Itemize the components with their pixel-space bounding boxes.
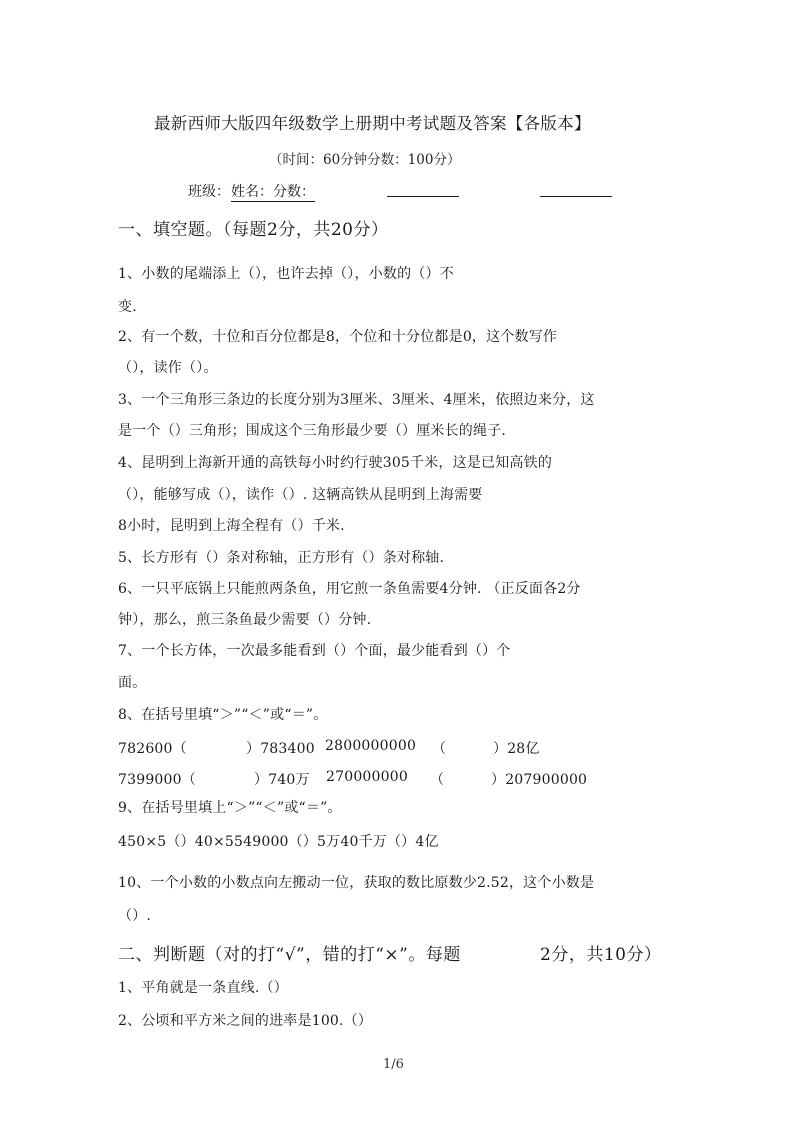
question-line: 10、一个小数的小数点向左搬动一位，获取的数比原数少2.52，这个小数是 xyxy=(118,875,595,891)
question-line: （），能够写成（），读作（）. 这辆高铁从昆明到上海需要 xyxy=(118,487,483,503)
page-title: 最新西师大版四年级数学上册期中考试题及答案【各版本】 xyxy=(154,114,591,133)
section-heading-true-false-tail: 2分，共10分） xyxy=(540,945,662,965)
question-line: 1、平角就是一条直线.（） xyxy=(118,980,288,996)
compare-cell: ）207900000 xyxy=(491,772,588,788)
question-line: 钟），那么，煎三条鱼最少需要（）分钟. xyxy=(118,612,372,628)
name-score-text: 姓名：分数： xyxy=(231,184,315,200)
exam-subtitle: （时间：60分钟分数：100分） xyxy=(269,152,461,168)
question-line: 3、一个三角形三条边的长度分别为3厘米、3厘米、4厘米，依照边来分，这 xyxy=(118,392,595,408)
compare-cell: 270000000 xyxy=(326,769,408,785)
question-line: 2、公顷和平方米之间的进率是100.（） xyxy=(118,1013,373,1029)
question-line: 1、小数的尾端添上（），也许去掉（），小数的（）不 xyxy=(118,266,454,282)
question-line: 面。 xyxy=(118,675,147,691)
compare-cell: 2800000000 xyxy=(325,738,417,754)
compare-cell: （ xyxy=(432,741,447,757)
compare-cell: ）740万 xyxy=(254,772,310,788)
question-line: 8小时，昆明到上海全程有（）千米. xyxy=(118,518,345,534)
score-blank-line xyxy=(540,196,612,197)
compare-cell: ）783400 xyxy=(246,741,315,757)
question-line: （），读作（）。 xyxy=(118,360,218,376)
question-line: 7、一个长方体，一次最多能看到（）个面，最少能看到（）个 xyxy=(118,643,511,659)
compare-cell: 7399000（ xyxy=(118,772,196,788)
compare-cell: （ xyxy=(430,772,445,788)
section-heading-fill-blank: 一、填空题。（每题2分，共20分） xyxy=(118,220,389,240)
question-line: 是一个（）三角形；围成这个三角形最少要（）厘米长的绳子. xyxy=(118,423,507,439)
question-expression: 450×5（）40×5549000（）5万40千万（）4亿 xyxy=(118,834,439,850)
compare-cell: 782600（ xyxy=(118,741,187,757)
question-line: 9、在括号里填上“＞”“＜”或“＝”。 xyxy=(118,800,342,816)
question-line: 2、有一个数，十位和百分位都是8，个位和十分位都是0，这个数写作 xyxy=(118,329,558,345)
class-label: 班级： xyxy=(188,184,230,200)
question-line: 变. xyxy=(118,299,137,315)
question-line: （）. xyxy=(118,908,152,924)
compare-cell: ）28亿 xyxy=(493,741,540,757)
question-line: 4、昆明到上海新开通的高铁每小时约行驶305千米，这是已知高铁的 xyxy=(118,455,553,471)
page-number: 1/6 xyxy=(383,1057,404,1072)
name-blank-line xyxy=(387,196,459,197)
name-score-label xyxy=(231,181,315,201)
question-line: 6、一只平底锅上只能煎两条鱼，用它煎一条鱼需要4分钟. （正反面各2分 xyxy=(118,581,581,597)
section-heading-true-false: 二、判断题（对的打“√”，错的打“×”。每题 xyxy=(118,945,461,965)
question-line: 8、在括号里填“＞”“＜”或“＝”。 xyxy=(118,707,328,723)
question-line: 5、长方形有（）条对称轴，正方形有（）条对称轴. xyxy=(118,550,445,566)
